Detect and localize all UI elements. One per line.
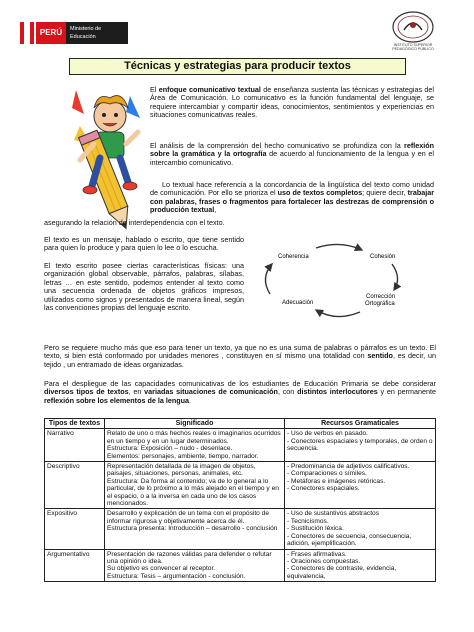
- seal-caption: INSTITUTO SUPERIOR PEDAGÓGICO PÚBLICO: [392, 43, 434, 51]
- table-row: [45, 429, 436, 462]
- ministry-label: Ministerio de Educación: [66, 22, 128, 44]
- meaning-line: Estructura: Da forma al contenido; va de lo general a lo particular, de lo próximo a lo más alejado en el tiempo y en el espacio, o a la inversa en cada uno de los casos mencionados.: [107, 477, 279, 508]
- header-tipos: Tipos de textos: [45, 419, 105, 429]
- meaning-line: Estructura presenta: Introducción – desarrollo - conclusión: [107, 525, 278, 533]
- table-header-row: [45, 419, 436, 429]
- meaning-line: Estructura: Exposición – nudo - desenlace.: [107, 445, 233, 453]
- diagram-label-correccion-2: Ortográfica: [365, 301, 395, 307]
- resource-line: - Conectores espaciales y temporales, de orden o secuencia.: [287, 437, 433, 453]
- definition-paragraph-1: El texto es un mensaje, hablado o escrito, que tiene sentido para quien lo produce y para quien lo lee o lo escucha.: [44, 235, 244, 253]
- meaning-line: Representación detallada de la imagen de objetos, paisajes, situaciones, personas, animales, etc.: [107, 463, 256, 478]
- row-type: Argumentativo: [45, 549, 105, 582]
- country-label: PERÚ: [36, 22, 66, 44]
- row-meaning: [105, 509, 285, 549]
- resource-line: - Uso de sustantivos abstractos: [287, 510, 379, 518]
- definition-paragraph-2: El texto escrito posee ciertas características físicas: una organización global observable, párrafos, palabras, sílabas, letras … en este sentido, podemos entender al texto como una secuencia ordenada de objetos gráficos impresos, utilizados como signos y presentados de manera lineal, según las convenciones propias del lenguaje escrito.: [44, 261, 244, 313]
- page-header: [0, 0, 474, 50]
- diagram-label-adecuacion: Adecuación: [282, 300, 314, 306]
- arrow-adecuacion-coherencia: [265, 264, 272, 294]
- resource-line: - Comparaciones o símiles.: [287, 470, 367, 478]
- table-row: [45, 462, 436, 509]
- row-meaning: [105, 462, 285, 509]
- row-resources: [285, 509, 436, 549]
- diagram-label-coherencia: Coherencia: [278, 254, 309, 260]
- header-recursos: Recursos Gramaticales: [285, 419, 436, 429]
- arrow-correccion-adecuacion: [316, 310, 360, 317]
- resource-line: - Frases afirmativas.: [287, 550, 347, 558]
- meaning-line: Elementos: personajes, ambiente, tiempo, narrador.: [107, 452, 259, 460]
- diagram-label-cohesion: Cohesión: [370, 254, 396, 260]
- meaning-line: Estructura: Tesis – argumentación - conclusión.: [107, 572, 246, 580]
- intro-paragraph-2: El análisis de la comprensión del hecho comunicativo se profundiza con la reflexión sobre la gramática y la ortografía de acuerdo al funcionamiento de la lengua y en el intercambio comunicativo.: [150, 141, 434, 167]
- diagram-label-correccion-1: Corrección: [366, 294, 396, 300]
- row-type: Narrativo: [45, 429, 105, 462]
- table-row: [45, 509, 436, 549]
- resource-line: - Tecnicismos.: [287, 517, 329, 525]
- row-type: Expositivo: [45, 509, 105, 549]
- arrow-cohesion-correccion: [392, 264, 398, 290]
- resource-line: - Metáforas e imágenes retóricas.: [287, 477, 386, 485]
- resource-line: - Conectores de contraste, evidencia, equivalencia,: [287, 565, 397, 580]
- row-type: Descriptivo: [45, 462, 105, 509]
- header-significado: Significado: [105, 419, 285, 429]
- row-meaning: [105, 429, 285, 462]
- meaning-line: Relato de uno o más hechos reales o imaginarios ocurridos en un tiempo y en un lugar determinados.: [107, 430, 281, 445]
- page-title: Técnicas y estrategias para producir textos: [69, 58, 406, 75]
- capacities-paragraph: Para el despliegue de las capacidades comunicativas de los estudiantes de Educación Primaria se debe considerar diversos tipos de textos, en variadas situaciones de comunicación, con distintos interlocutores y en permanente reflexión sobre los elementos de la lengua.: [44, 379, 437, 405]
- meaning-line: Presentación de razones válidas para defender o refutar una opinión o idea.: [107, 550, 272, 565]
- meaning-line: Su objetivo es convencer al receptor.: [107, 565, 216, 573]
- table-row: [45, 549, 436, 582]
- intro-paragraph-3-tail: asegurando la relación de interdependencia con el texto.: [44, 218, 225, 227]
- row-resources: [285, 462, 436, 509]
- peru-flag-logo: [20, 22, 34, 44]
- arrow-coherencia-cohesion: [316, 244, 362, 250]
- row-resources: [285, 429, 436, 462]
- child-with-pencil-illustration: [70, 86, 146, 236]
- resource-line: - Oraciones compuestas.: [287, 557, 361, 565]
- text-types-table: [44, 418, 436, 582]
- resource-line: - Conectores espaciales.: [287, 485, 360, 493]
- definition-paragraph-3: Pero se requiere mucho más que eso para tener un texto, ya que no es una suma de palabras o párrafos es un texto. El texto, si bien está conformado por unidades menores , constituyen en sí mismo una totalidad con sentido, es decir, un tejido , un entramado de ideas organizadas.: [44, 343, 436, 369]
- intro-paragraph-1: El enfoque comunicativo textual de enseñanza sustenta las técnicas y estrategias del Área de Comunicación. Lo comunicativo es la función fundamental del lenguaje, se requiere intercambiar y compartir ideas, conocimientos, sentimientos y experiencias en situaciones comunicativas reales.: [150, 85, 434, 120]
- school-seal-logo: [390, 10, 436, 44]
- resource-line: - Predominancia de adjetivos calificativos.: [287, 463, 410, 471]
- intro-paragraph-3: Lo textual hace referencia a la concordancia de la lingüística del texto como unidad de comunicación. Por ello se prioriza el uso de textos completos; quiere decir, trabajar con palabras, frases o fragmentos para fortalecer las destrezas de comprensión o producción textual,: [150, 180, 434, 215]
- text-properties-cycle-diagram: [252, 236, 427, 331]
- meaning-line: Desarrollo y explicación de un tema con el propósito de informar rigurosa y objetivamente acerca de él.: [107, 510, 270, 525]
- row-resources: [285, 549, 436, 582]
- resource-line: - Sustitución léxica.: [287, 525, 344, 533]
- resource-line: - Conectores de secuencia, consecuencia, adición, ejemplificación.: [287, 532, 412, 548]
- resource-line: - Uso de verbos en pasado.: [287, 430, 369, 438]
- row-meaning: [105, 549, 285, 582]
